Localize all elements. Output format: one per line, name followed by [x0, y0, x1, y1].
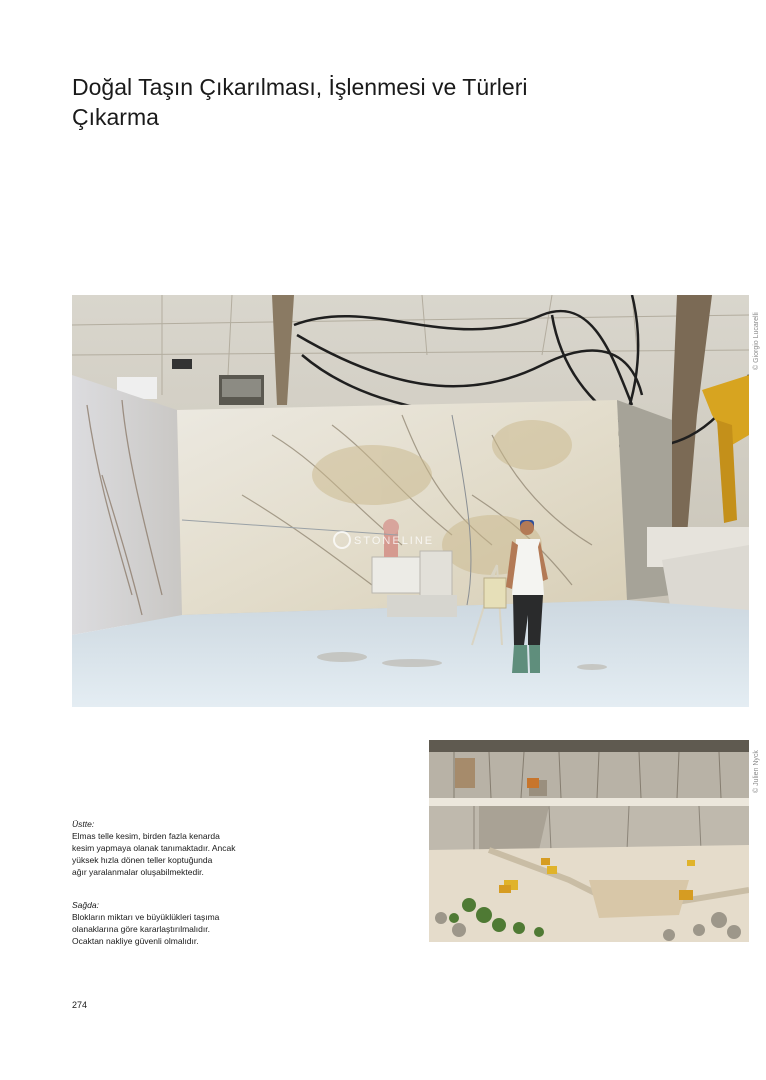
- caption-top-line: Elmas telle kesim, birden fazla kenarda: [72, 831, 220, 841]
- title-line-1: Doğal Taşın Çıkarılması, İşlenmesi ve Türleri: [72, 74, 528, 100]
- quarry-terraces-photo: [429, 740, 749, 942]
- caption-top-line: yüksek hızla dönen teller koptuğunda: [72, 855, 213, 865]
- caption-right-line: olanaklarına göre kararlaştırılmalıdır.: [72, 924, 210, 934]
- caption-top: [72, 818, 272, 878]
- caption-top-line: kesim yapmaya olanak tanımaktadır. Ancak: [72, 843, 236, 853]
- stoneline-watermark: STONELINE: [354, 535, 435, 547]
- caption-right-line: Ocaktan nakliye güvenli olmalıdır.: [72, 936, 199, 946]
- quarry-wire-saw-photo: [72, 295, 749, 707]
- title-line-2: Çıkarma: [72, 104, 159, 130]
- main-photo-credit: © Giorgio Lucarelli: [753, 312, 760, 370]
- caption-right-heading: Sağda:: [72, 900, 99, 910]
- caption-top-heading: Üstte:: [72, 819, 95, 829]
- caption-right: [72, 899, 272, 947]
- caption-top-line: ağır yaralanmalar oluşabilmektedir.: [72, 867, 204, 877]
- caption-right-line: Blokların miktarı ve büyüklükleri taşıma: [72, 912, 220, 922]
- side-photo-credit: © Julien Nyck: [753, 750, 760, 793]
- page-title: [72, 72, 692, 132]
- page-number: 274: [72, 1000, 88, 1010]
